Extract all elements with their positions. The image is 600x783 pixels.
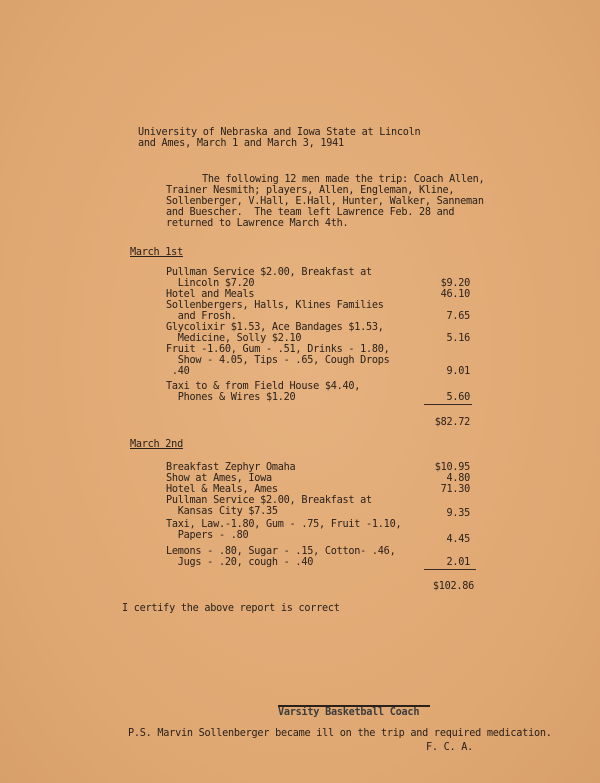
expense-line: Hotel and Meals xyxy=(166,289,255,300)
expense-line: .40 xyxy=(166,366,190,377)
expense-line: Breakfast Zephyr Omaha xyxy=(166,462,296,473)
march-1-total: $82.72 xyxy=(434,417,470,428)
expense-line: Lemons - .80, Sugar - .15, Cotton- .46, xyxy=(166,546,396,557)
expense-line: Glycolixir $1.53, Ace Bandages $1.53, xyxy=(166,322,384,333)
expense-line: Pullman Service $2.00, Breakfast at xyxy=(166,495,372,506)
subtotal-rule xyxy=(424,569,476,570)
expense-amount: 46.10 xyxy=(440,289,470,300)
initials: F. C. A. xyxy=(426,742,474,753)
expense-amount: 5.60 xyxy=(446,392,470,403)
intro-line: Sollenberger, V.Hall, E.Hall, Hunter, Walker, Sanneman xyxy=(166,196,484,207)
expense-line: Papers - .80 xyxy=(166,530,249,541)
expense-amount: 9.35 xyxy=(446,508,470,519)
title-line-2: and Ames, March 1 and March 3, 1941 xyxy=(138,138,344,149)
march-1-heading: March 1st xyxy=(130,247,183,258)
expense-amount: $10.95 xyxy=(434,462,470,473)
march-2-heading: March 2nd xyxy=(130,439,183,450)
intro-line: and Buescher. The team left Lawrence Feb. 28 and xyxy=(166,207,455,218)
intro-line: returned to Lawrence March 4th. xyxy=(166,218,349,229)
expense-amount: 2.01 xyxy=(446,557,470,568)
expense-line: Taxi to & from Field House $4.40, xyxy=(166,381,361,392)
signature-title: Varsity Basketball Coach xyxy=(278,707,420,718)
expense-line: Taxi, Law.-1.80, Gum - .75, Fruit -1.10, xyxy=(166,519,402,530)
expense-line: Show - 4.05, Tips - .65, Cough Drops xyxy=(166,355,390,366)
expense-amount: $9.20 xyxy=(440,278,470,289)
certification-text: I certify the above report is correct xyxy=(122,603,340,614)
march-2-total: $102.86 xyxy=(432,581,474,592)
expense-line: Sollenbergers, Halls, Klines Families xyxy=(166,300,384,311)
title-line-1: University of Nebraska and Iowa State at Lincoln xyxy=(138,127,421,138)
expense-amount: 71.30 xyxy=(440,484,470,495)
expense-line: Fruit -1.60, Gum - .51, Drinks - 1.80, xyxy=(166,344,390,355)
postscript: P.S. Marvin Sollenberger became ill on the trip and required medication. xyxy=(128,728,552,739)
expense-line: and Frosh. xyxy=(166,311,237,322)
expense-line: Medicine, Solly $2.10 xyxy=(166,333,302,344)
expense-line: Phones & Wires $1.20 xyxy=(166,392,296,403)
expense-amount: 9.01 xyxy=(446,366,470,377)
expense-amount: 5.16 xyxy=(446,333,470,344)
expense-line: Hotel & Meals, Ames xyxy=(166,484,278,495)
expense-line: Show at Ames, Iowa xyxy=(166,473,272,484)
intro-line: The following 12 men made the trip: Coach Allen, xyxy=(202,174,485,185)
expense-amount: 4.80 xyxy=(446,473,470,484)
expense-line: Kansas City $7.35 xyxy=(166,506,278,517)
expense-line: Pullman Service $2.00, Breakfast at xyxy=(166,267,372,278)
subtotal-rule xyxy=(424,404,472,405)
expense-line: Lincoln $7.20 xyxy=(166,278,255,289)
expense-amount: 4.45 xyxy=(446,534,470,545)
expense-amount: 7.65 xyxy=(446,311,470,322)
expense-line: Jugs - .20, cough - .40 xyxy=(166,557,314,568)
intro-line: Trainer Nesmith; players, Allen, Engleman, Kline, xyxy=(166,185,455,196)
